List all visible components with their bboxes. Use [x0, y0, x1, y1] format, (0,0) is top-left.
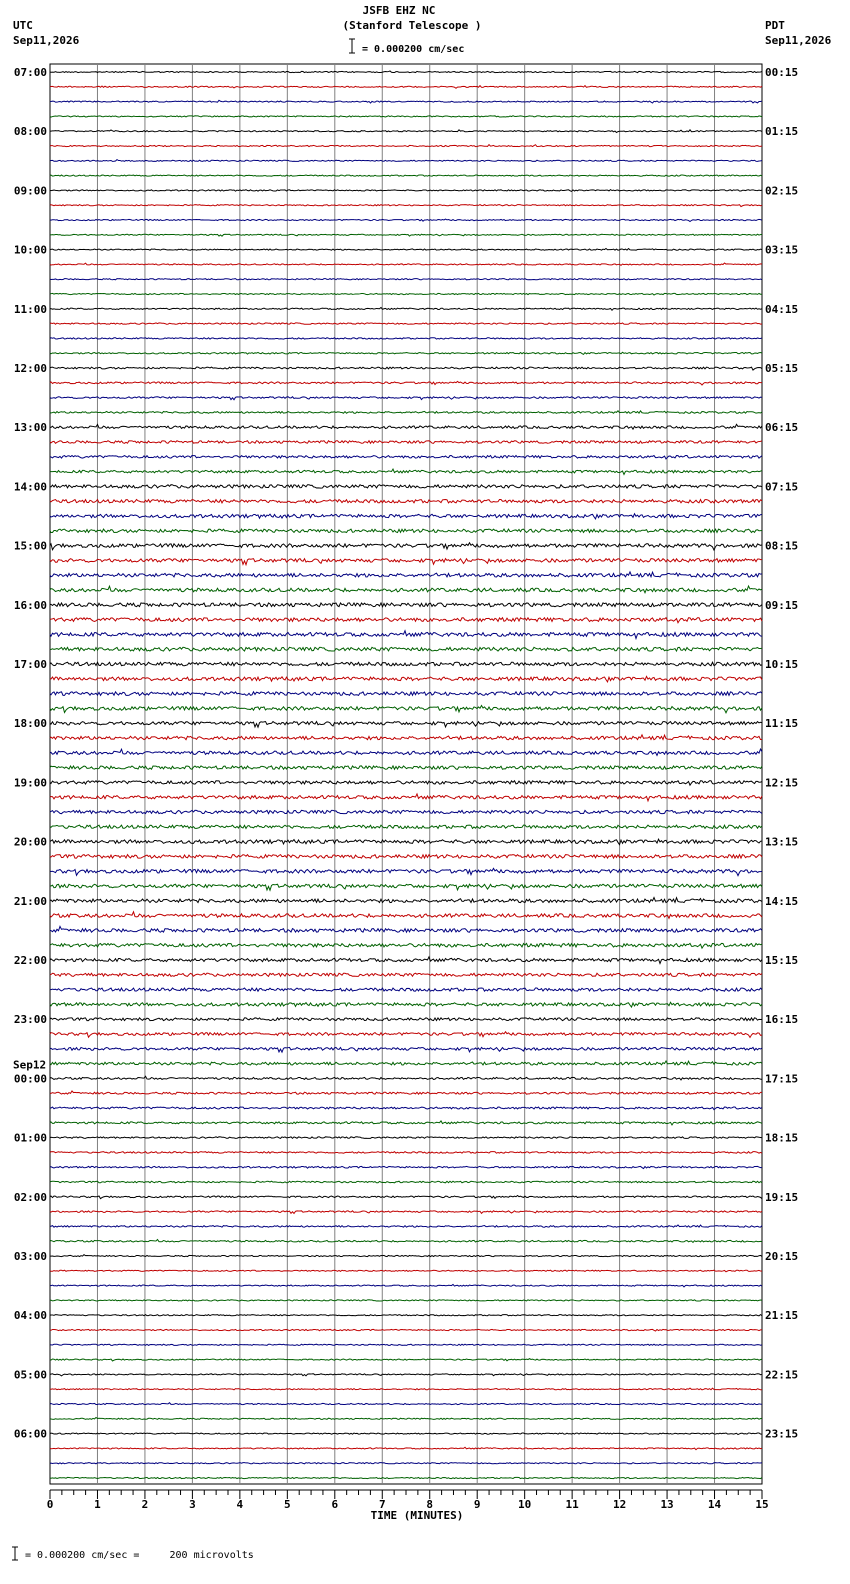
seismic-trace — [50, 1270, 762, 1272]
x-tick-label: 0 — [46, 1498, 54, 1511]
seismic-trace — [50, 160, 762, 162]
seismic-trace — [50, 943, 762, 948]
seismic-trace — [50, 1315, 762, 1316]
seismic-trace — [50, 1091, 762, 1094]
x-tick-label: 13 — [660, 1498, 674, 1511]
seismic-trace — [50, 263, 762, 265]
seismic-trace — [50, 441, 762, 444]
footer-scale-label: = 0.000200 cm/sec = 200 microvolts — [25, 1550, 254, 1561]
seismic-trace — [50, 293, 762, 295]
x-tick-label: 1 — [94, 1498, 101, 1511]
x-tick-label: 6 — [331, 1498, 339, 1511]
seismic-trace — [50, 1255, 762, 1257]
seismic-trace — [50, 1388, 762, 1390]
seismic-trace — [50, 1417, 762, 1419]
seismic-trace — [50, 810, 762, 813]
seismic-trace — [50, 572, 762, 577]
seismic-trace — [50, 1447, 762, 1449]
seismic-trace — [50, 529, 762, 532]
seismic-trace — [50, 926, 762, 932]
seismic-trace — [50, 1359, 762, 1361]
pdt-hour-label: 08:15 — [765, 539, 799, 553]
seismic-trace — [50, 145, 762, 147]
seismic-trace — [50, 1433, 762, 1435]
utc-hour-label: 01:00 — [13, 1131, 47, 1145]
site-subtitle: (Stanford Telescope ) — [342, 19, 482, 32]
seismic-trace — [50, 71, 762, 73]
pdt-hour-label: 15:15 — [765, 954, 799, 967]
left-date: Sep11,2026 — [13, 34, 80, 47]
pdt-hour-label: 13:15 — [765, 835, 799, 849]
seismic-trace — [50, 469, 762, 474]
pdt-hour-label: 04:15 — [765, 302, 799, 316]
seismic-trace — [50, 424, 762, 429]
seismic-trace — [50, 559, 762, 565]
pdt-hour-label: 20:15 — [765, 1250, 799, 1263]
x-tick-label: 14 — [707, 1498, 722, 1511]
seismic-trace — [50, 1166, 762, 1168]
pdt-hour-label: 05:15 — [765, 362, 799, 375]
x-tick-label: 5 — [284, 1498, 291, 1511]
utc-hour-label: 06:00 — [13, 1427, 47, 1441]
utc-hour-label: 04:00 — [13, 1309, 47, 1323]
seismic-trace — [50, 130, 762, 133]
utc-hour-label: 00:00 — [13, 1072, 47, 1086]
seismic-trace — [50, 647, 762, 651]
pdt-hour-label: 01:15 — [765, 125, 799, 139]
seismic-trace — [50, 338, 762, 339]
seismic-trace — [50, 205, 762, 207]
seismic-trace — [50, 1061, 762, 1065]
seismic-trace — [50, 1477, 762, 1478]
seismic-trace — [50, 662, 762, 666]
utc-hour-label: 21:00 — [13, 894, 47, 908]
pdt-hour-label: 03:15 — [765, 243, 799, 257]
seismic-trace — [50, 631, 762, 639]
pdt-hour-label: 23:15 — [765, 1427, 799, 1441]
seismic-trace — [50, 100, 762, 103]
pdt-hour-label: 14:15 — [765, 894, 799, 908]
left-timezone: UTC — [13, 19, 33, 32]
seismic-trace — [50, 1018, 762, 1021]
seismic-trace — [50, 1181, 762, 1183]
utc-hour-label: 13:00 — [13, 421, 47, 435]
x-tick-label: 4 — [236, 1498, 244, 1511]
seismic-trace — [50, 1152, 762, 1154]
pdt-hour-label: 07:15 — [765, 480, 799, 494]
utc-hour-label: 14:00 — [13, 480, 47, 494]
seismic-trace — [50, 1196, 762, 1199]
seismic-trace — [50, 1240, 762, 1243]
seismic-trace — [50, 279, 762, 280]
utc-hour-label: 12:00 — [13, 362, 47, 375]
pdt-hour-label: 21:15 — [765, 1309, 799, 1323]
seismic-trace — [50, 1032, 762, 1038]
seismic-trace — [50, 855, 762, 859]
right-date: Sep11,2026 — [765, 34, 832, 47]
x-tick-label: 7 — [378, 1498, 386, 1511]
seismic-trace — [50, 367, 762, 370]
seismic-trace — [50, 603, 762, 607]
utc-hour-label: 16:00 — [13, 598, 47, 612]
x-tick-label: 15 — [755, 1498, 769, 1511]
pdt-hour-label: 09:15 — [765, 598, 799, 612]
seismic-trace — [50, 1374, 762, 1376]
x-tick-label: 11 — [565, 1498, 579, 1511]
pdt-hour-label: 18:15 — [765, 1131, 799, 1145]
seismic-trace — [50, 1047, 762, 1052]
seismic-trace — [50, 1329, 762, 1331]
utc-hour-label: 07:00 — [13, 66, 47, 79]
seismic-trace — [50, 586, 762, 593]
seismic-trace — [50, 692, 762, 696]
seismic-trace — [50, 735, 762, 740]
seismic-trace — [50, 1002, 762, 1007]
seismic-trace — [50, 868, 762, 875]
seismic-trace — [50, 514, 762, 519]
x-tick-label: 12 — [612, 1498, 627, 1511]
seismic-trace — [50, 1137, 762, 1139]
seismic-trace — [50, 1107, 762, 1110]
seismic-trace — [50, 175, 762, 176]
pdt-hour-label: 12:15 — [765, 776, 799, 790]
pdt-hour-label: 10:15 — [765, 658, 799, 671]
seismic-trace — [50, 352, 762, 354]
scale-label: = 0.000200 cm/sec — [362, 44, 465, 55]
x-tick-label: 8 — [426, 1498, 434, 1511]
seismic-trace — [50, 988, 762, 991]
utc-hour-label: 10:00 — [13, 243, 47, 257]
utc-hour-label: 09:00 — [13, 184, 47, 198]
seismic-trace — [50, 676, 762, 681]
seismic-trace — [50, 323, 762, 324]
seismic-trace — [50, 898, 762, 903]
seismic-trace — [50, 116, 762, 117]
utc-hour-label: 11:00 — [13, 302, 47, 316]
seismic-trace — [50, 1211, 762, 1214]
seismic-trace — [50, 190, 762, 192]
x-tick-label: 3 — [189, 1498, 196, 1511]
pdt-hour-label: 11:15 — [765, 717, 799, 731]
seismic-trace — [50, 1121, 762, 1125]
seismic-trace — [50, 1284, 762, 1286]
x-tick-label: 10 — [518, 1498, 532, 1511]
seismic-trace — [50, 500, 762, 503]
seismic-trace — [50, 749, 762, 755]
seismic-trace — [50, 839, 762, 844]
seismic-trace — [50, 234, 762, 236]
utc-hour-label: 22:00 — [13, 954, 47, 967]
seismic-trace — [50, 957, 762, 964]
utc-hour-label: 08:00 — [13, 125, 47, 139]
seismic-trace — [50, 456, 762, 459]
seismic-trace — [50, 1344, 762, 1345]
seismic-trace — [50, 543, 762, 550]
right-timezone: PDT — [765, 19, 785, 32]
seismic-trace — [50, 219, 762, 221]
utc-hour-label: 18:00 — [13, 717, 47, 731]
seismic-trace — [50, 722, 762, 728]
seismic-trace — [50, 706, 762, 713]
date-change-label: Sep12 — [13, 1058, 47, 1072]
station-title: JSFB EHZ NC — [362, 4, 436, 17]
utc-hour-label: 17:00 — [13, 658, 47, 671]
pdt-hour-label: 22:15 — [765, 1368, 799, 1382]
pdt-hour-label: 06:15 — [765, 421, 799, 435]
pdt-hour-label: 17:15 — [765, 1072, 799, 1086]
utc-hour-label: 19:00 — [13, 776, 47, 790]
seismic-trace — [50, 411, 762, 414]
seismic-trace — [50, 1076, 762, 1080]
seismic-trace — [50, 912, 762, 919]
seismic-trace — [50, 781, 762, 785]
seismic-trace — [50, 884, 762, 890]
utc-hour-label: 23:00 — [13, 1013, 47, 1027]
seismic-trace — [50, 973, 762, 976]
seismic-trace — [50, 766, 762, 769]
seismic-trace — [50, 1225, 762, 1227]
pdt-hour-label: 02:15 — [765, 184, 799, 198]
seismic-trace — [50, 307, 762, 310]
seismic-trace — [50, 397, 762, 400]
utc-hour-label: 03:00 — [13, 1250, 47, 1263]
utc-hour-label: 05:00 — [13, 1368, 47, 1382]
utc-hour-label: 15:00 — [13, 539, 47, 553]
x-axis-label: TIME (MINUTES) — [370, 1509, 464, 1522]
pdt-hour-label: 16:15 — [765, 1013, 799, 1027]
seismic-trace — [50, 86, 762, 89]
seismic-trace — [50, 249, 762, 251]
seismic-trace — [50, 825, 762, 828]
seismic-trace — [50, 1403, 762, 1405]
pdt-hour-label: 19:15 — [765, 1190, 799, 1204]
pdt-hour-label: 00:15 — [765, 66, 799, 79]
x-tick-label: 9 — [473, 1498, 481, 1511]
seismic-trace — [50, 1300, 762, 1301]
x-tick-label: 2 — [141, 1498, 149, 1511]
seismic-trace — [50, 618, 762, 623]
seismic-trace — [50, 1463, 762, 1464]
seismic-trace — [50, 485, 762, 488]
seismic-trace — [50, 794, 762, 801]
utc-hour-label: 02:00 — [13, 1190, 47, 1204]
seismic-trace — [50, 381, 762, 385]
utc-hour-label: 20:00 — [13, 835, 47, 849]
